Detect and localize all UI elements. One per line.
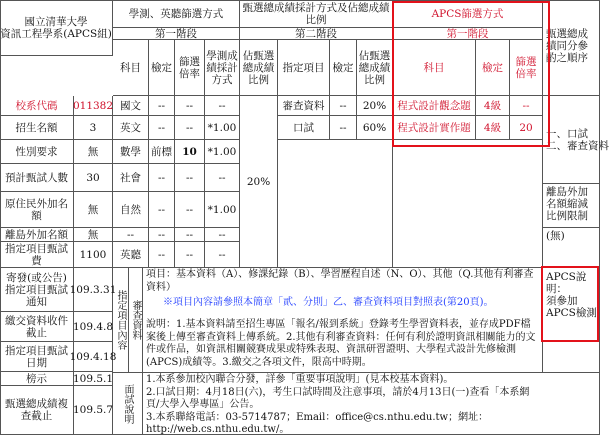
stage1-weight-2: *1.00: [205, 116, 240, 140]
stage1-ratio-2: --: [175, 116, 205, 140]
stage1-sub: 第一階段: [113, 28, 240, 40]
schedule-label-4: 榜示: [0, 372, 74, 386]
expected-label: 預計甄試人數: [0, 164, 74, 192]
quota: 3: [74, 116, 113, 140]
apcs-blank: [393, 140, 543, 268]
stage1-subject-3: 數學: [113, 140, 149, 164]
stage1-weight-3: *1.00: [205, 140, 240, 164]
apcs-title: APCS篩選方式: [393, 0, 543, 28]
col-apcs-subject: 科目: [393, 40, 476, 96]
stage1-ratio-3: 10: [175, 140, 205, 164]
stage1-check-7: --: [149, 242, 175, 268]
island-value: (無): [543, 228, 600, 268]
review-text: 說明：1.基本資料請至招生專區「報名/報到系統」登錄考生學習資料表，並存成PDF檔案後上傳至審查資料上傳系統。2.其他有利審查資料：任何有利於證明資訊相關能力的文件或作品，如資訊相關競賽成果或特殊表現、資訊研習證明、大學程式設計先修檢測(APCS)成績等。3.繳交之各項文件，限高中時期。: [146, 319, 536, 368]
link-text[interactable]: ※項目內容請參照本簡章「貳、分則」乙、審查資料項目對照表(第20頁)。: [163, 297, 494, 308]
stage2-item-1: 審查資料: [278, 96, 330, 116]
island-note: 離島外加名額縮減比例限制: [543, 184, 600, 228]
stage1-check-3: 前標: [149, 140, 175, 164]
stage1-ratio-4: --: [175, 164, 205, 192]
stage1-ratio-5: --: [175, 192, 205, 228]
indigenous: 無: [74, 192, 113, 228]
schedule-label-3: 指定項目甄試日期: [0, 342, 74, 372]
col-ratio: 篩選倍率: [175, 40, 205, 96]
school-title: 國立清華大學 資訊工程學系(APCS組): [0, 0, 113, 56]
stage2-pct-1: 20%: [357, 96, 393, 116]
interview-label: 面試說明: [113, 373, 143, 435]
tie-order: 一、口試 二、審查資料: [543, 96, 600, 184]
schedule-date-2: 109.4.8: [74, 312, 113, 342]
schedule-label-5: 甄選總成績複查截止: [0, 386, 74, 435]
col-item: 指定項目: [278, 40, 330, 96]
col-apcs-check: 檢定: [476, 40, 510, 96]
stage1-subject-5: 自然: [113, 192, 149, 228]
col-check2: 檢定: [330, 40, 357, 96]
quota-label: 招生名額: [0, 116, 74, 140]
stage2-item-2: 口試: [278, 116, 330, 140]
col-subject: 科目: [113, 40, 149, 96]
apcs-note: APCS說明： 須參加APCS檢測: [543, 268, 600, 373]
stage1-weight-5: *1.00: [205, 192, 240, 228]
apcs-check-2: 4級: [476, 116, 510, 140]
stage1-check-4: --: [149, 164, 175, 192]
schedule-date-1: 109.3.31: [74, 268, 113, 312]
stage1-check-6: --: [149, 228, 175, 242]
stage1-subject-2: 英文: [113, 116, 149, 140]
stage1-pct: 20%: [240, 96, 278, 268]
stage1-weight-4: --: [205, 164, 240, 192]
interview-text: 1.本系參加校內聯合分發，詳參「重要事項說明」(見本校基本資料)。 2.口試日期：4月18日(六)，考生口試時間及注意事項，請於4月13日(一)查看「本系網頁/大學入學專區」公告。 3.本系聯絡電話：03-5714787；Email：office@cs.nthu.edu.tw；網址：http://web.cs.nthu.edu.tw/。: [146, 374, 530, 435]
stage2-sub: 第二階段: [240, 28, 393, 40]
fee-label: 指定項目甄試費: [0, 242, 74, 268]
col-pct2: 佔甄選總成績比例: [357, 40, 393, 96]
stage1-subject-4: 社會: [113, 164, 149, 192]
stage2-blank: [278, 140, 393, 268]
schedule-date-3: 109.4.18: [74, 342, 113, 372]
island-label: 離島外加名額: [0, 228, 74, 242]
stage1-ratio-6: --: [175, 228, 205, 242]
review-label: 審查資料: [129, 268, 143, 373]
stage2-title: 甄選總成績採計方式及佔總成績比例: [240, 0, 393, 28]
stage1-weight-6: --: [205, 228, 240, 242]
stage1-weight-7: --: [205, 242, 240, 268]
stage1-subject-7: 英聽: [113, 242, 149, 268]
stage2-pct-2: 60%: [357, 116, 393, 140]
stage2-check-1: --: [330, 96, 357, 116]
gender: 無: [74, 140, 113, 164]
stage1-subject-1: 國文: [113, 96, 149, 116]
stage1-weight-1: --: [205, 96, 240, 116]
apcs-subject-1: 程式設計觀念題: [393, 96, 476, 116]
apcs-sub: 第一階段: [393, 28, 543, 40]
stage1-title: 學測、英聽篩選方式: [113, 0, 240, 28]
dept-code-label: 校系代碼: [0, 96, 74, 116]
indigenous-label: 原住民外加名額: [0, 192, 74, 228]
items-text: 項目：基本資料（A）、修課紀錄（B）、學習歷程自述（N、O）、其他（Q.其他有利審查資料）: [146, 269, 534, 293]
schedule-label-1: 寄發(或公告)指定項目甄試通知: [0, 268, 74, 312]
col-check: 檢定: [149, 40, 175, 96]
specified-label: 指定項目內容: [113, 268, 129, 373]
gender-label: 性別要求: [0, 140, 74, 164]
schedule-date-5: 109.5.7: [74, 386, 113, 435]
stage1-ratio-1: --: [175, 96, 205, 116]
col-pct: 佔甄選總成績比例: [240, 40, 278, 96]
tie-rule-header: 甄選總成績同分參酌之順序: [543, 0, 600, 96]
apcs-ratio-1: --: [510, 96, 543, 116]
expected: 30: [74, 164, 113, 192]
stage1-subject-6: --: [113, 228, 149, 242]
schedule-label-2: 繳交資料收件截止: [0, 312, 74, 342]
stage1-check-5: --: [149, 192, 175, 228]
apcs-subject-2: 程式設計實作題: [393, 116, 476, 140]
apcs-check-1: 4級: [476, 96, 510, 116]
col-weight: 學測成績採計方式: [205, 40, 240, 96]
stage1-check-1: --: [149, 96, 175, 116]
dept-code: 011382: [74, 96, 113, 116]
stage2-check-2: --: [330, 116, 357, 140]
schedule-date-4: 109.5.1: [72, 372, 114, 385]
col-apcs-ratio: 篩選倍率: [510, 40, 543, 96]
stage1-ratio-7: --: [175, 242, 205, 268]
stage1-check-2: --: [149, 116, 175, 140]
island: 無: [74, 228, 113, 242]
fee: 1100: [74, 242, 113, 268]
apcs-ratio-2: 20: [510, 116, 543, 140]
